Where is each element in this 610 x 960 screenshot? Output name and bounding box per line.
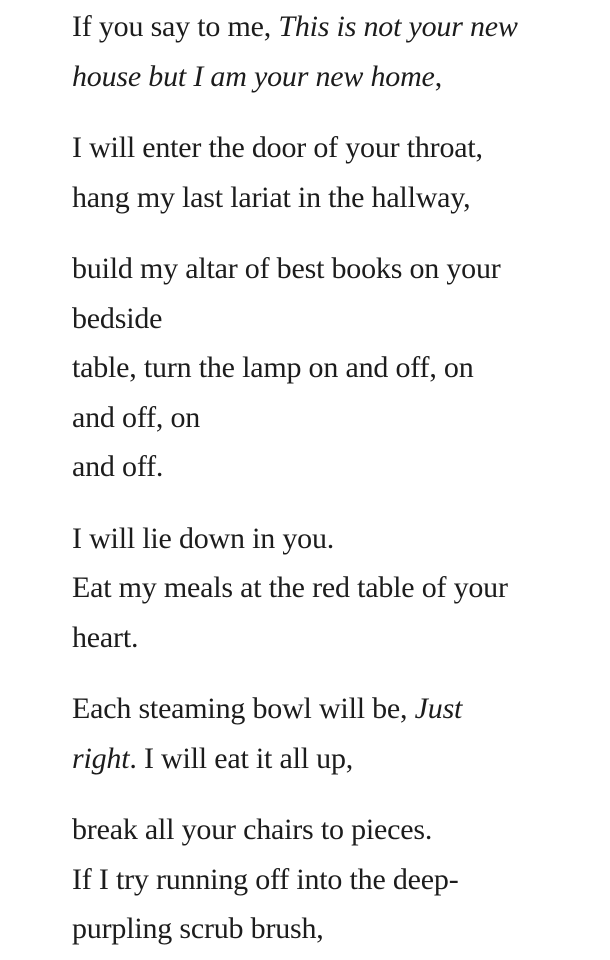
poem-line: purpling scrub brush, (72, 912, 324, 945)
line-text: If you say to me, (72, 10, 279, 43)
poem-line: Eat my meals at the red table of your (72, 571, 508, 604)
poem-line: If I try running off into the deep- (72, 862, 459, 896)
poem-line: bedside (72, 301, 163, 335)
poem-line: heart. (72, 620, 139, 654)
italic-text: This is not your new (278, 10, 518, 43)
line-text: Each steaming bowl will be, (72, 692, 415, 725)
poem-line: break all your chairs to pieces. (72, 813, 433, 846)
poem-line: I will lie down in you. (72, 521, 335, 555)
line-text: . I will eat it all up, (129, 741, 354, 775)
stanza-3 (72, 244, 610, 492)
poem-line: hang my last lariat in the hallway, (72, 180, 471, 214)
italic-text: right (72, 741, 130, 775)
poem-line: and off, on (72, 400, 201, 434)
stanza-4 (72, 514, 610, 663)
poem-line: build my altar of best books on your (72, 252, 501, 285)
poem-line (72, 684, 610, 734)
poem-line: I will enter the door of your throat, (72, 131, 483, 164)
poem-line: and off. (72, 450, 164, 483)
line-text: , (434, 59, 442, 93)
stanza-1 (72, 0, 610, 101)
poem-line (72, 2, 610, 52)
poem-line (72, 52, 610, 102)
stanza-5 (72, 684, 610, 783)
stanza-2 (72, 123, 610, 222)
poem-line (72, 734, 610, 784)
stanza-6 (72, 805, 610, 954)
italic-text: house but I am your new home (72, 59, 435, 93)
italic-text: Just (414, 692, 463, 725)
poem-line: table, turn the lamp on and off, on (72, 351, 474, 384)
